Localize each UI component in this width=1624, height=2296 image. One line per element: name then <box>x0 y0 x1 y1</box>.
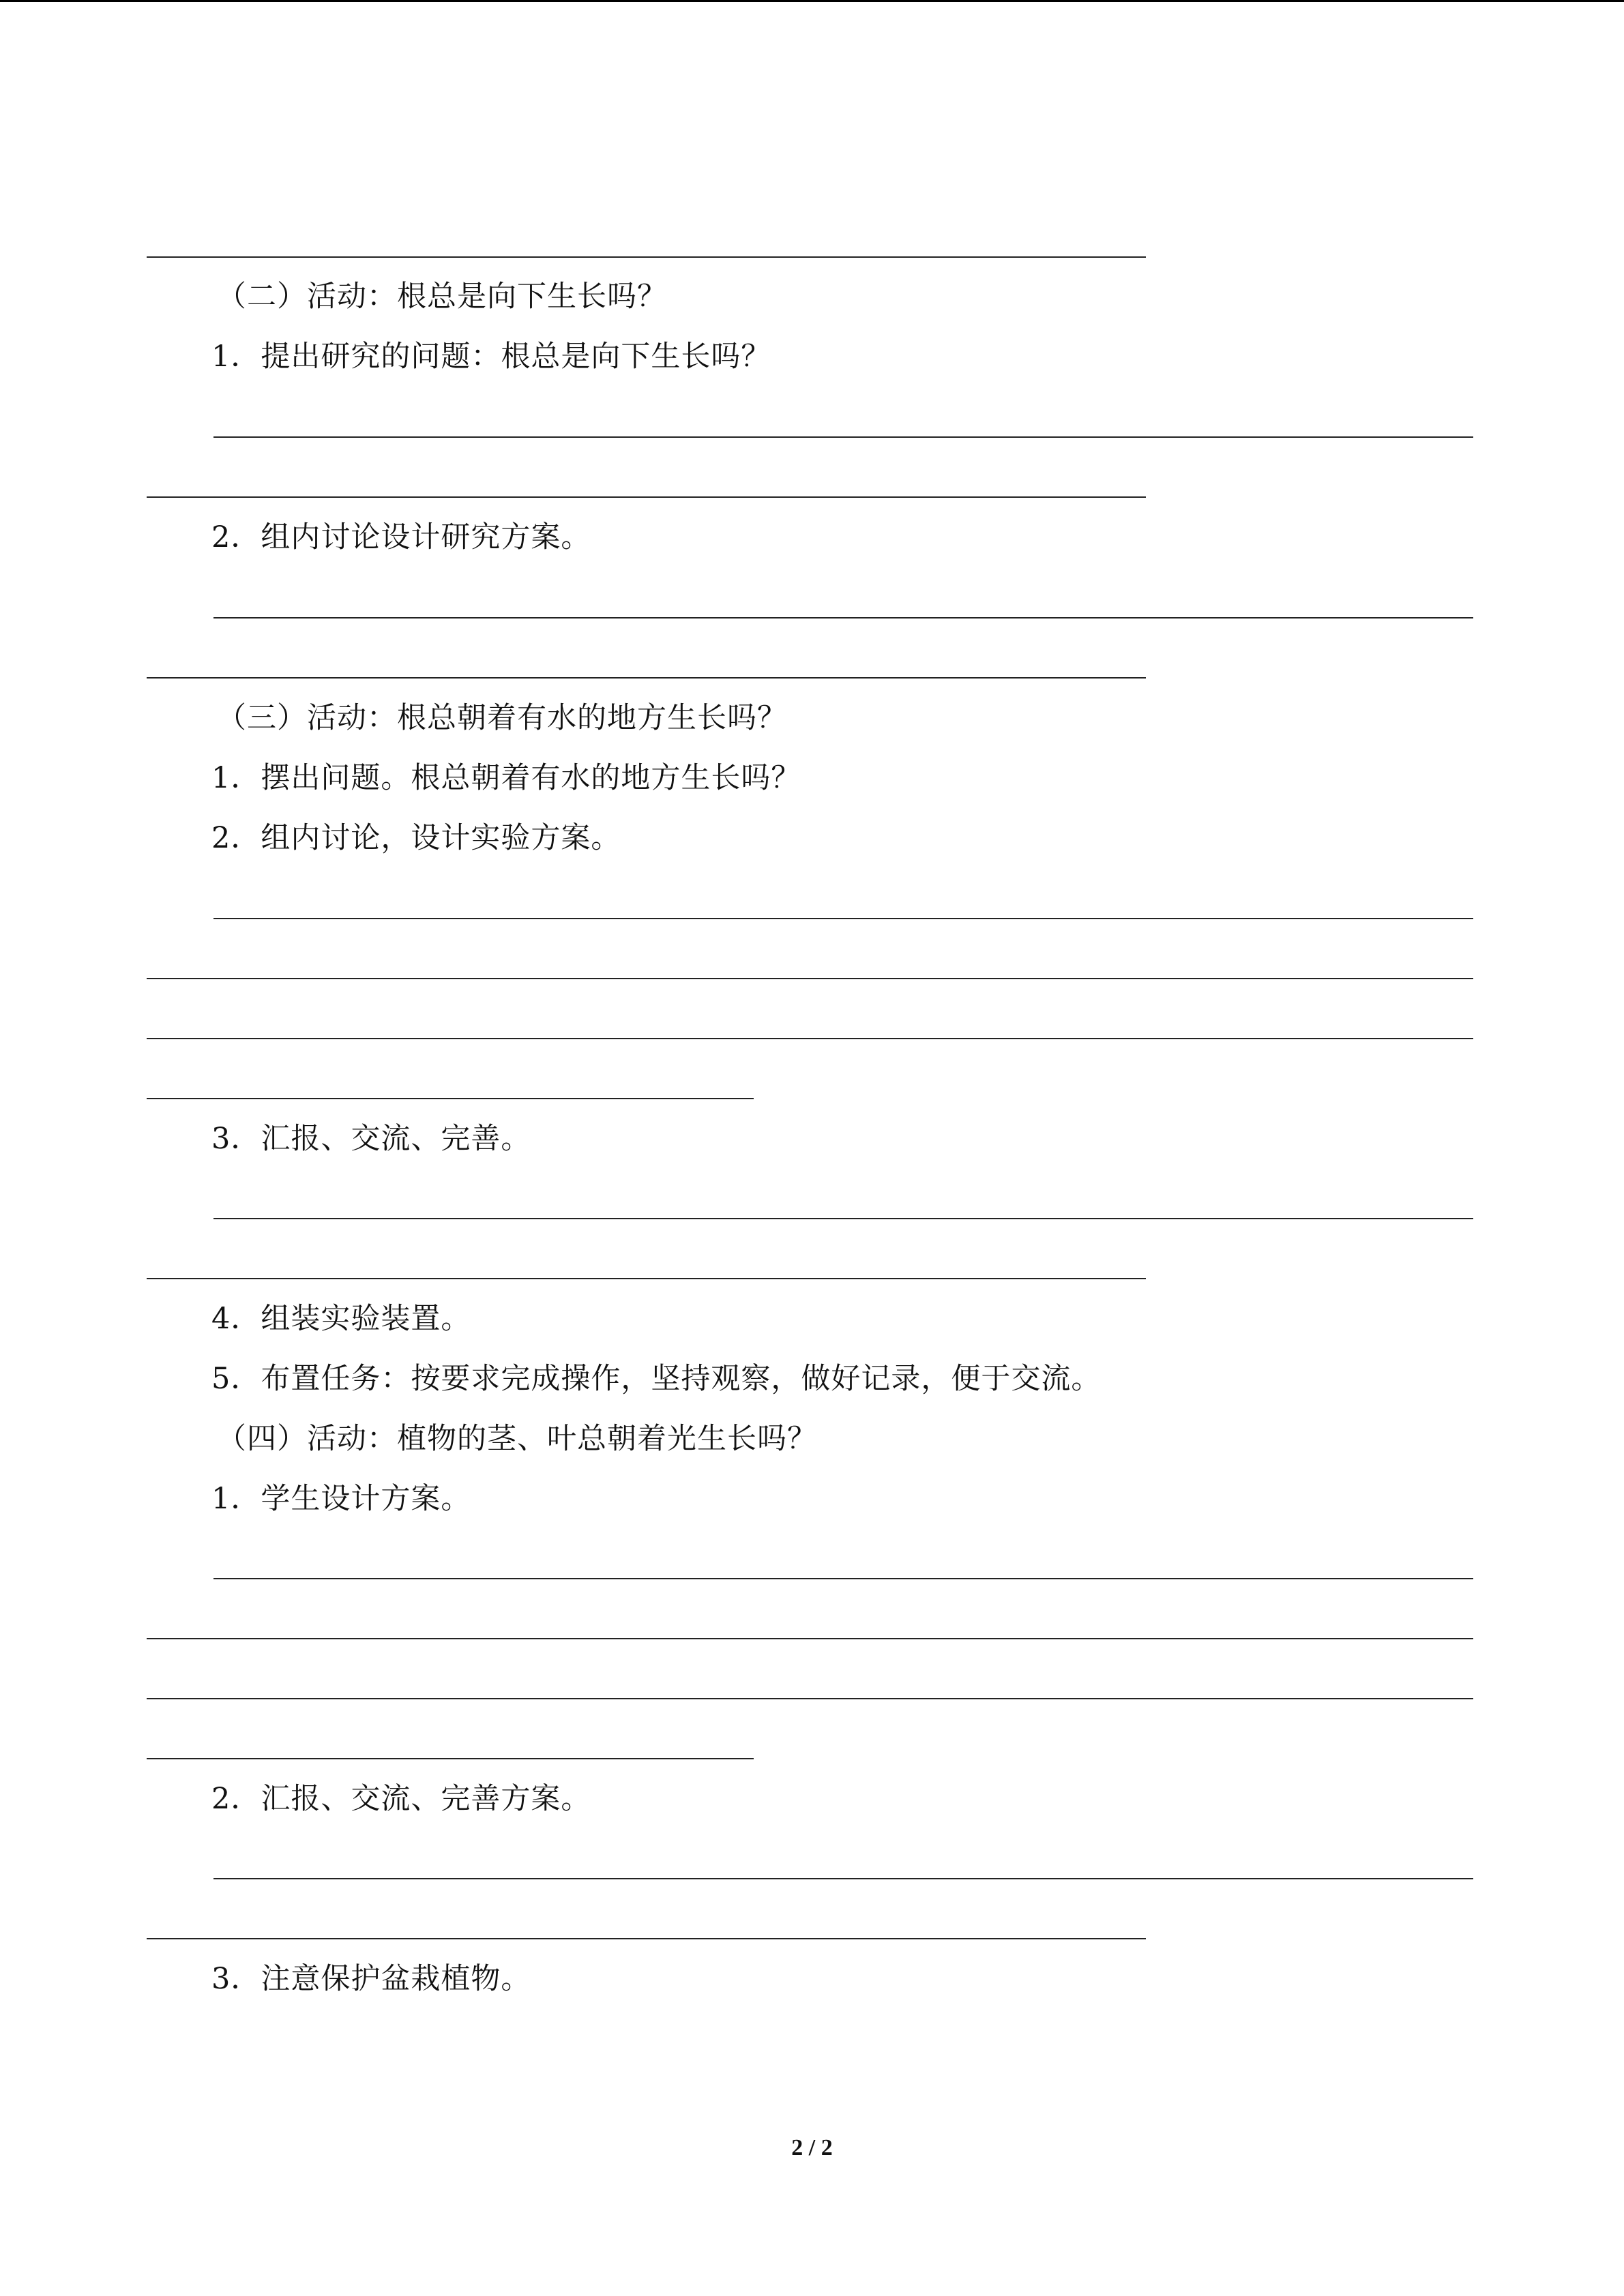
answer-line <box>147 1938 1146 1939</box>
page-number: 2 / 2 <box>791 2135 833 2160</box>
answer-line <box>147 1038 1473 1039</box>
section-heading-4: （四）活动：植物的茎、叶总朝着光生长吗？ <box>217 1422 817 1456</box>
answer-line <box>147 1098 754 1099</box>
list-item: 2．汇报、交流、完善方案。 <box>211 1782 591 1816</box>
answer-line <box>147 1638 1473 1639</box>
answer-line <box>213 436 1473 438</box>
section-heading-2: （二）活动：根总是向下生长吗？ <box>217 280 667 314</box>
list-item: 5．布置任务：按要求完成操作，坚持观察，做好记录，便于交流。 <box>211 1362 1102 1396</box>
answer-line <box>147 496 1146 498</box>
list-item: 3．注意保护盆栽植物。 <box>211 1962 531 1996</box>
answer-line <box>147 1698 1473 1699</box>
section-heading-3: （三）活动：根总朝着有水的地方生长吗？ <box>217 701 787 735</box>
list-item: 4．组装实验装置。 <box>211 1302 471 1336</box>
answer-line <box>147 256 1146 258</box>
answer-line <box>213 1218 1473 1219</box>
list-item: 3．汇报、交流、完善。 <box>211 1122 531 1156</box>
answer-line <box>147 1278 1146 1279</box>
list-item: 1．提出研究的问题：根总是向下生长吗？ <box>211 340 771 374</box>
answer-line <box>147 677 1146 679</box>
list-item: 2．组内讨论设计研究方案。 <box>211 520 591 554</box>
answer-line <box>147 978 1473 979</box>
answer-line <box>213 1578 1473 1579</box>
answer-line <box>213 1878 1473 1879</box>
list-item: 1．学生设计方案。 <box>211 1482 471 1516</box>
answer-line <box>147 1758 754 1759</box>
answer-line <box>213 617 1473 618</box>
list-item: 1．摆出问题。根总朝着有水的地方生长吗？ <box>211 761 801 795</box>
list-item: 2．组内讨论，设计实验方案。 <box>211 821 621 855</box>
answer-line <box>213 918 1473 919</box>
